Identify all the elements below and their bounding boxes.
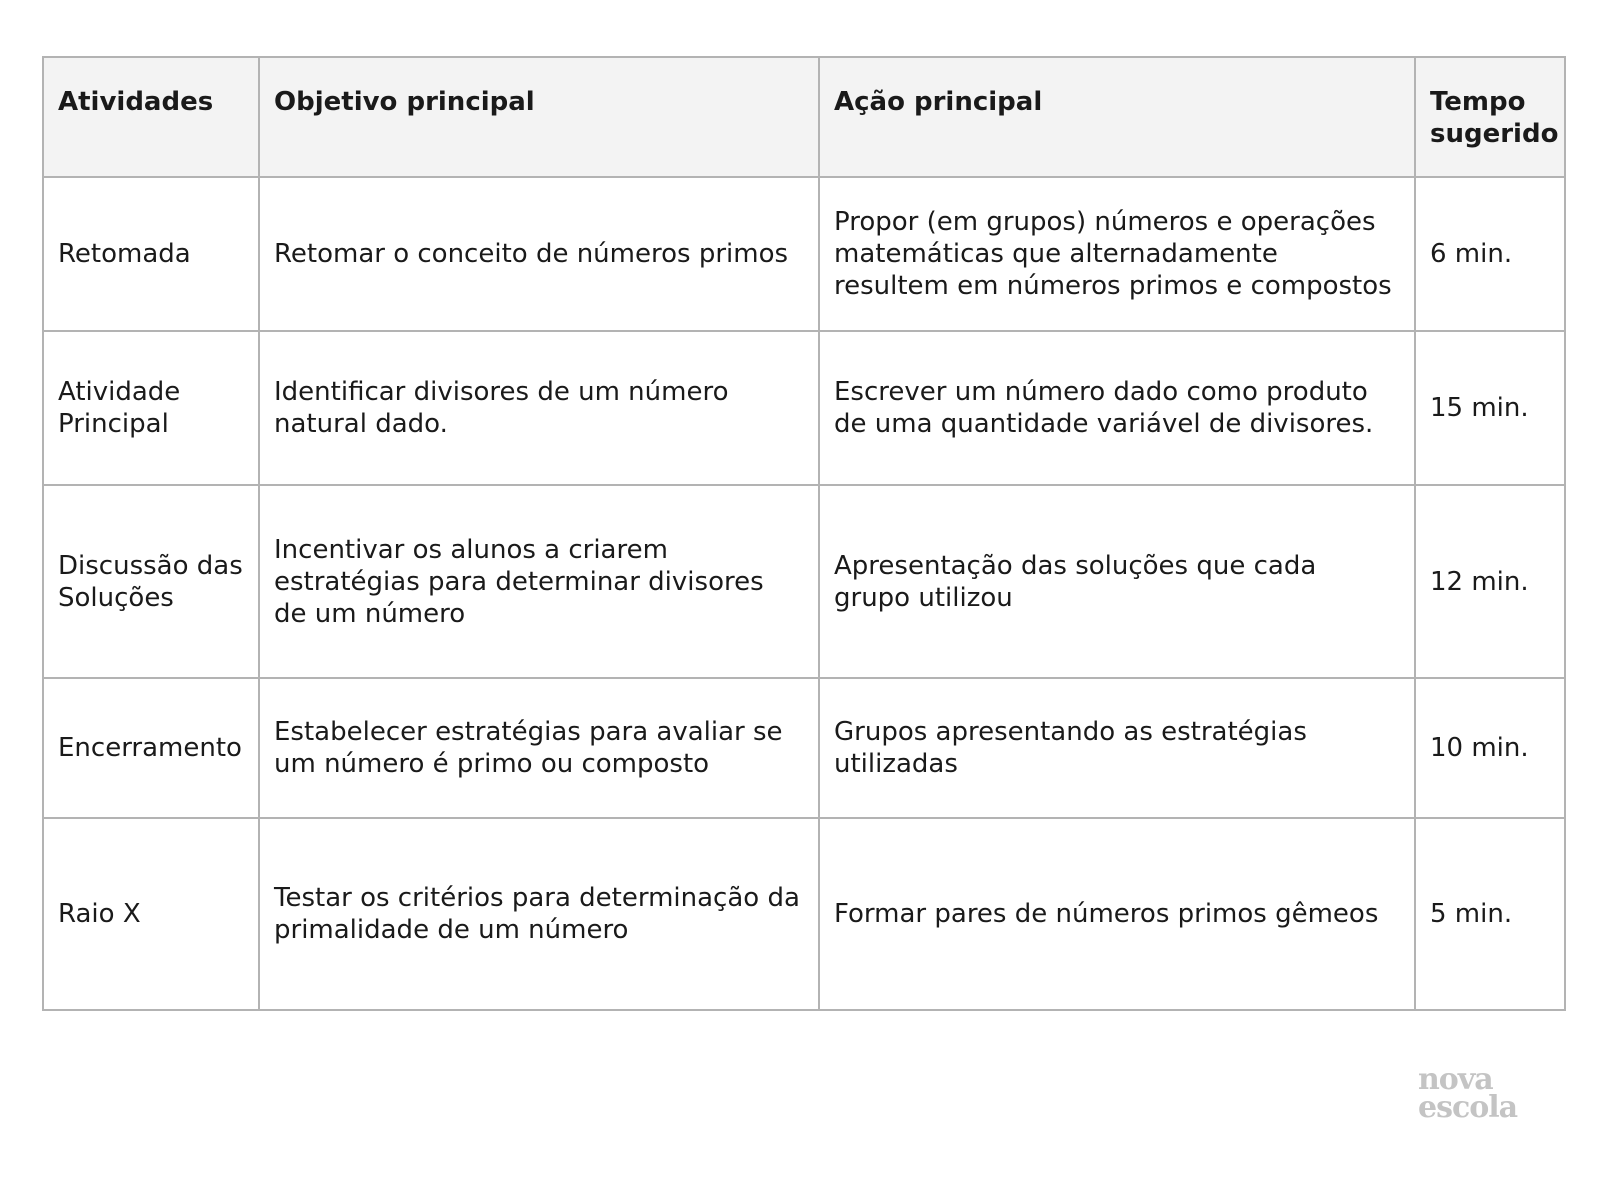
header-objective: Objetivo principal: [259, 57, 819, 177]
cell-activity: Retomada: [43, 177, 259, 331]
cell-action: Apresentação das soluções que cada grupo utilizou: [819, 485, 1415, 678]
cell-action: Propor (em grupos) números e operações matemáticas que alternadamente resultem em números primos e compostos: [819, 177, 1415, 331]
header-row: [43, 57, 1565, 177]
table-header: [43, 57, 1565, 177]
cell-activity: Raio X: [43, 818, 259, 1010]
cell-activity: Discussão das Soluções: [43, 485, 259, 678]
cell-objective: Retomar o conceito de números primos: [259, 177, 819, 331]
table-row: [43, 818, 1565, 1010]
table-row: [43, 678, 1565, 818]
cell-action: Formar pares de números primos gêmeos: [819, 818, 1415, 1010]
cell-objective: Identificar divisores de um número natural dado.: [259, 331, 819, 485]
header-action: Ação principal: [819, 57, 1415, 177]
cell-action: Grupos apresentando as estratégias utilizadas: [819, 678, 1415, 818]
logo-line-1: nova: [1418, 1062, 1493, 1097]
header-activities: Atividades: [43, 57, 259, 177]
cell-objective: Incentivar os alunos a criarem estratégias para determinar divisores de um número: [259, 485, 819, 678]
cell-time: 5 min.: [1415, 818, 1565, 1010]
table-body: [43, 177, 1565, 1010]
cell-time: 12 min.: [1415, 485, 1565, 678]
cell-activity: Encerramento: [43, 678, 259, 818]
cell-objective: Testar os critérios para determinação da primalidade de um número: [259, 818, 819, 1010]
cell-action: Escrever um número dado como produto de uma quantidade variável de divisores.: [819, 331, 1415, 485]
cell-activity: Atividade Principal: [43, 331, 259, 485]
cell-time: 6 min.: [1415, 177, 1565, 331]
table-row: [43, 331, 1565, 485]
table-row: [43, 485, 1565, 678]
cell-time: 15 min.: [1415, 331, 1565, 485]
cell-objective: Estabelecer estratégias para avaliar se um número é primo ou composto: [259, 678, 819, 818]
table-row: [43, 177, 1565, 331]
nova-escola-logo: [1418, 1062, 1518, 1125]
logo-line-2: escola: [1418, 1090, 1518, 1125]
header-time: Tempo sugerido: [1415, 57, 1565, 177]
cell-time: 10 min.: [1415, 678, 1565, 818]
lesson-plan-table: [42, 56, 1566, 1011]
